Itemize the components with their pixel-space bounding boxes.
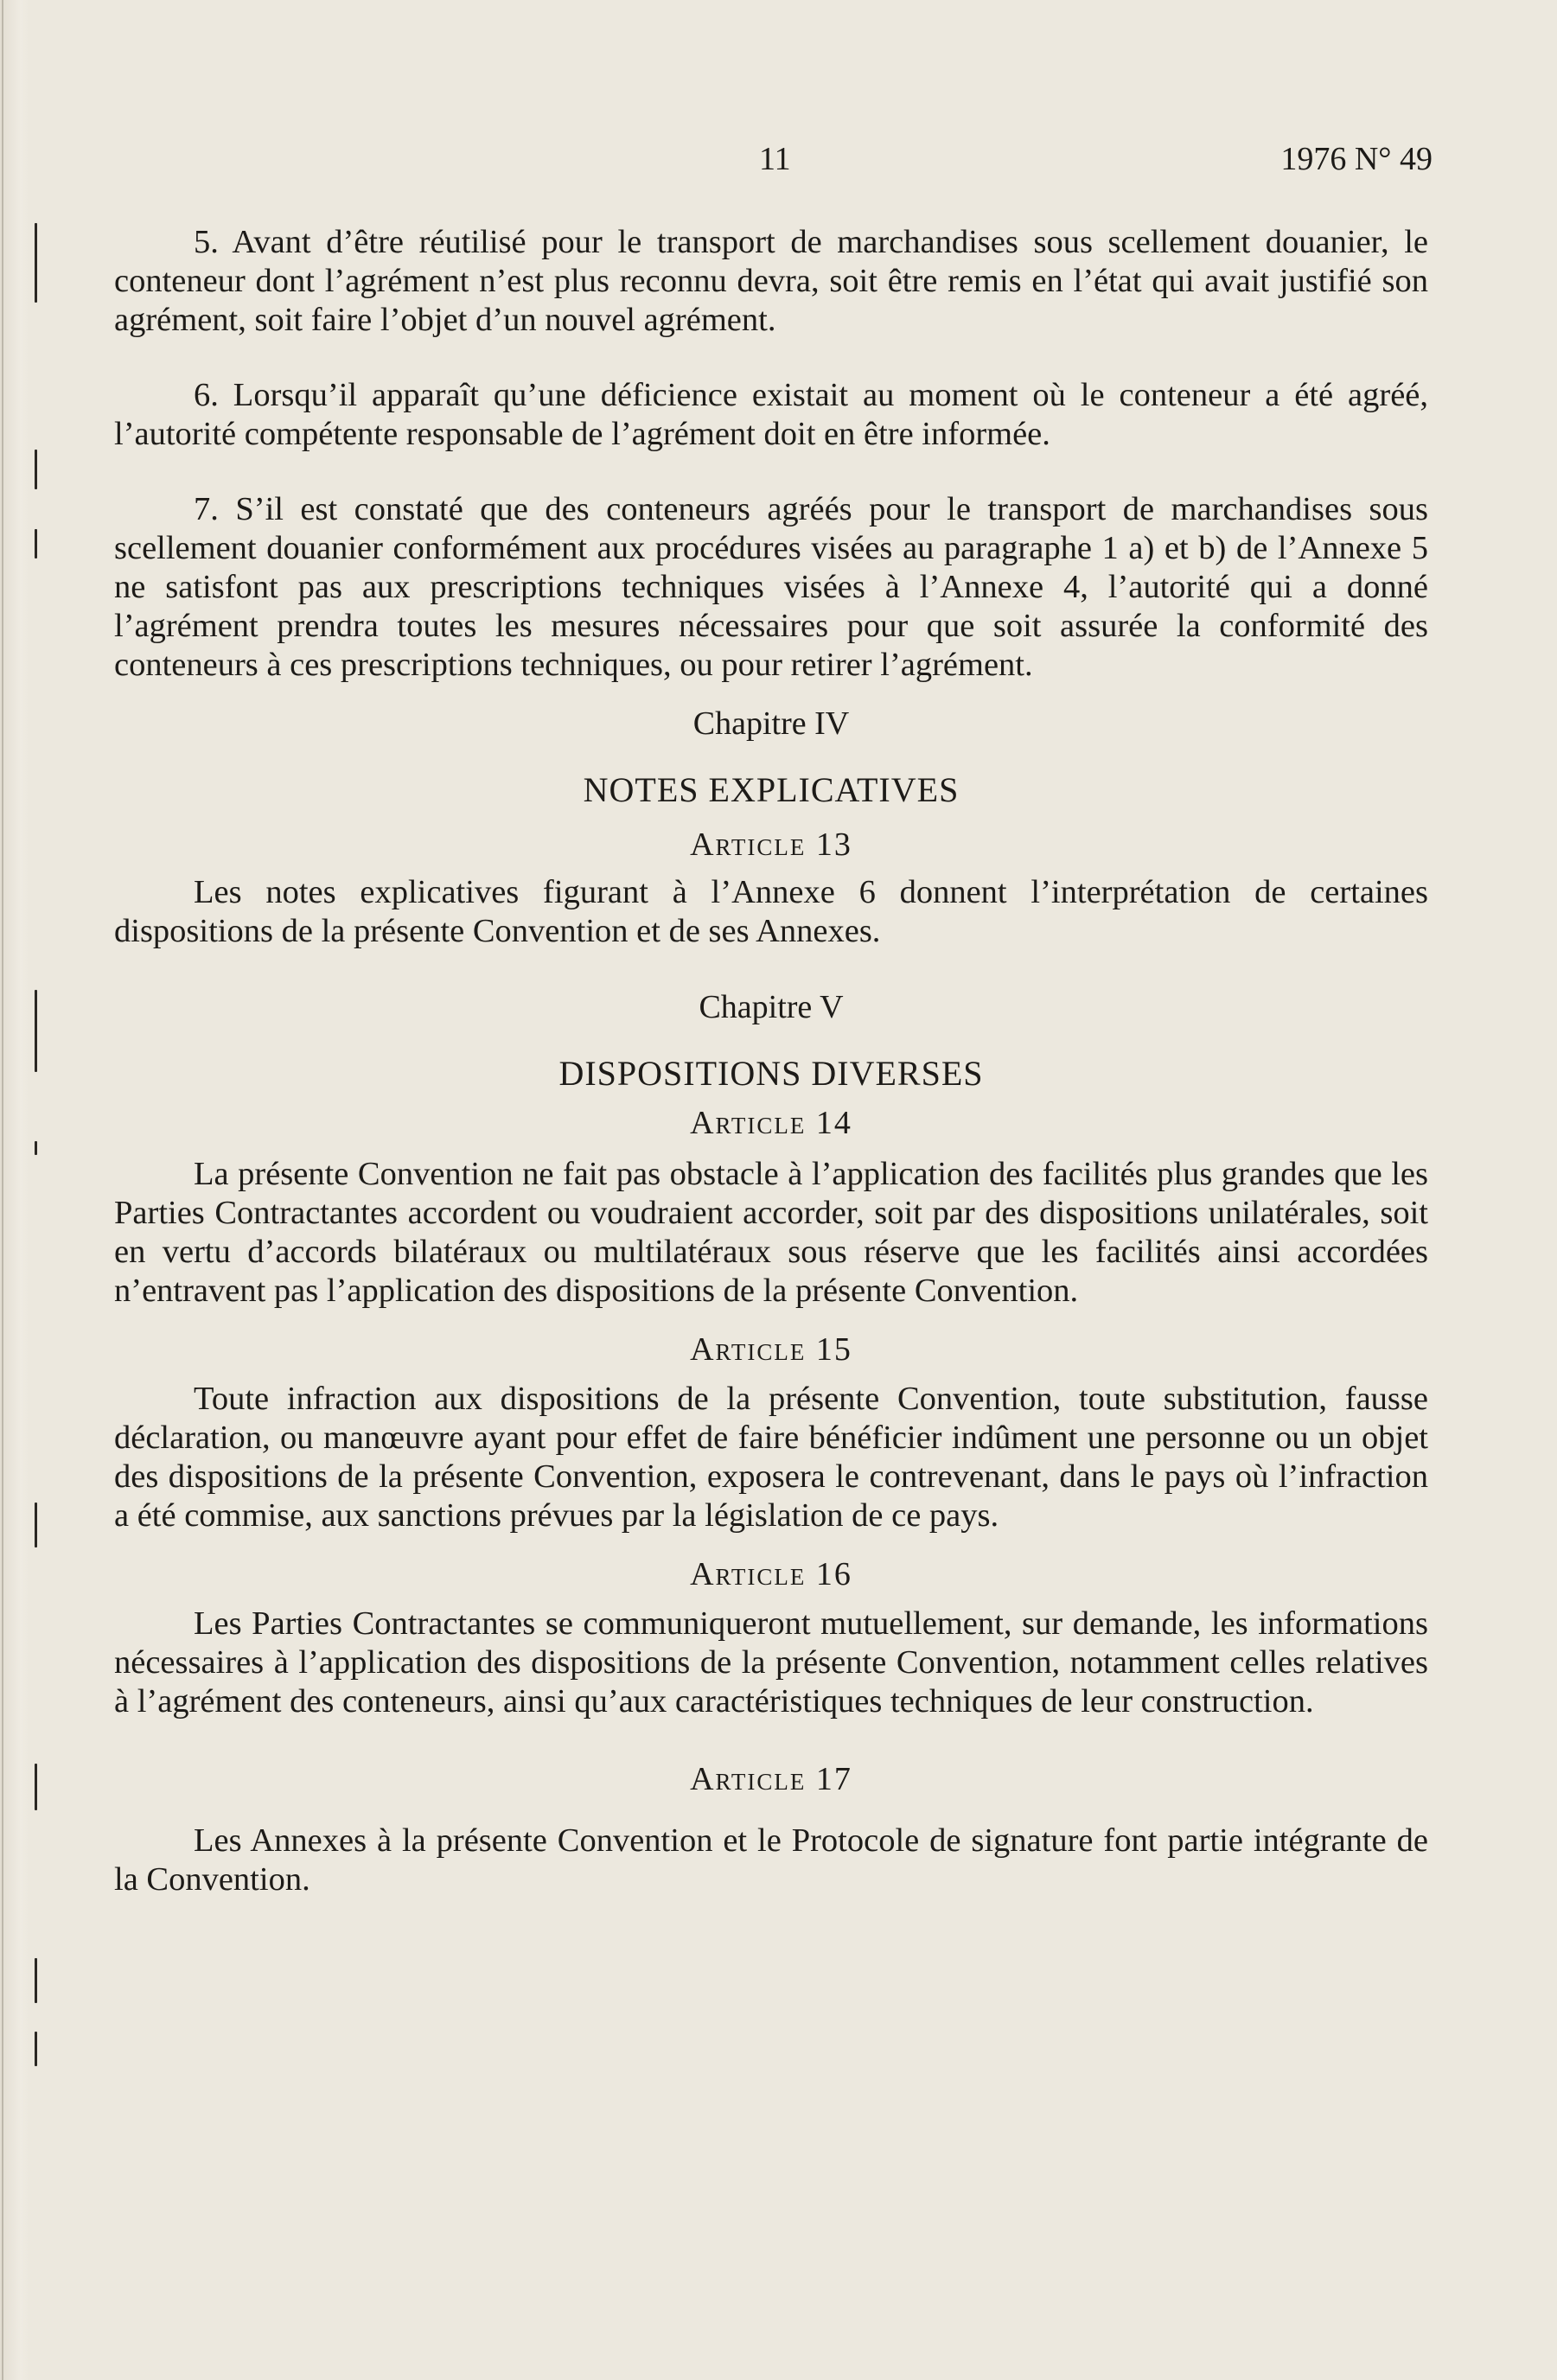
- page-header: [0, 140, 1557, 183]
- page-number: 11: [759, 141, 791, 177]
- article-heading: Article 14: [690, 1105, 852, 1141]
- spine-line: [2, 0, 3, 2380]
- chapter-title: DISPOSITIONS DIVERSES: [558, 1054, 984, 1093]
- binding-mark: [35, 529, 37, 558]
- binding-mark: [35, 1503, 37, 1547]
- chapter-title: NOTES EXPLICATIVES: [583, 770, 960, 809]
- binding-mark: [35, 1764, 37, 1810]
- article-heading: Article 17: [690, 1761, 852, 1797]
- page-binding-edge: [0, 0, 29, 2380]
- binding-mark: [35, 1958, 37, 2003]
- article-heading: Article 15: [690, 1331, 852, 1368]
- article-14-text: La présente Convention ne fait pas obstacle à l’application des facilités plus grandes que les Parties Contractantes accordent ou voudraient accorder, soit par des dispositions unilatérales, soit en vertu d’accords bilatéraux ou multilatéraux sous réserve que les facilités ainsi accordées n’entravent pas l’application des dispositions de la présente Convention.: [114, 1156, 1428, 1309]
- article-heading: Article 13: [690, 826, 852, 863]
- paragraph-5: 5. Avant d’être réutilisé pour le transport de marchandises sous scellement douanier, le conteneur dont l’agrément n’est plus reconnu devra, soit être remis en l’état qui avait justifié son agrément, soit faire l’objet d’un nouvel agrément.: [114, 224, 1428, 338]
- article-13-text: Les notes explicatives figurant à l’Annexe 6 donnent l’interprétation de certaines dispositions de la présente Convention et de ses Annexes.: [114, 874, 1428, 949]
- page-body: [114, 223, 1428, 1899]
- chapter-heading: Chapitre IV: [692, 705, 850, 742]
- binding-mark: [35, 1141, 37, 1155]
- binding-mark: [35, 223, 37, 303]
- chapter-heading: Chapitre V: [699, 989, 844, 1025]
- article-16-text: Les Parties Contractantes se communiqueront mutuellement, sur demande, les informations nécessaires à l’application des dispositions de la présente Convention, notamment celles relatives à l’agrément des conteneurs, ainsi qu’aux caractéristiques techniques de leur construction.: [114, 1605, 1428, 1720]
- binding-mark: [35, 2032, 37, 2066]
- paragraph-6: 6. Lorsqu’il apparaît qu’une déficience existait au moment où le conteneur a été agréé, l’autorité compétente responsable de l’agrément doit en être informée.: [114, 377, 1428, 452]
- binding-mark: [35, 450, 37, 489]
- article-17-text: Les Annexes à la présente Convention et le Protocole de signature font partie intégrante de la Convention.: [114, 1822, 1428, 1898]
- article-heading: Article 16: [690, 1556, 852, 1592]
- binding-mark: [35, 990, 37, 1072]
- paragraph-7: 7. S’il est constaté que des conteneurs agréés pour le transport de marchandises sous scellement douanier conformément aux procédures visées au paragraphe 1 a) et b) de l’Annexe 5 ne satisfont pas aux prescriptions techniques visées à l’Annexe 4, l’autorité qui a donné l’agrément prendra toutes les mesures nécessaires pour que soit assurée la conformité des conteneurs à ces prescriptions techniques, ou pour retirer l’agrément.: [114, 491, 1428, 683]
- document-reference: 1976 N° 49: [1280, 141, 1433, 177]
- article-15-text: Toute infraction aux dispositions de la présente Convention, toute substitution, fausse déclaration, ou manœuvre ayant pour effet de faire bénéficier indûment une personne ou un objet des dispositions de la présente Convention, exposera le contrevenant, dans le pays où l’infraction a été commise, aux sanctions prévues par la législation de ce pays.: [114, 1381, 1428, 1534]
